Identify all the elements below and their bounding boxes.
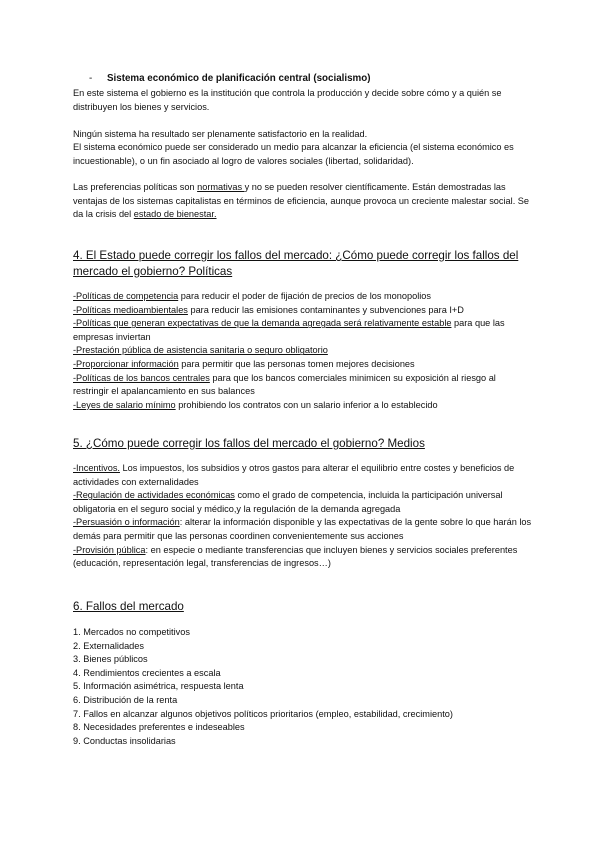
list-item: -Incentivos. Los impuestos, los subsidios y otros gastos para alterar el equilibrio entre costes y beneficios de actividades con externalidades [73,463,515,487]
bullet-dash: - [89,73,93,84]
list-item: -Leyes de salario mínimo prohibiendo los contratos con un salario inferior a lo establecido [73,399,438,410]
socialism-paragraph-2a: Ningún sistema ha resultado ser plenamente satisfactorio en la realidad. [73,129,368,139]
list-item: 1. Mercados no competitivos [73,627,190,637]
list-item: -Políticas que generan expectativas de que la demanda agregada será relativamente estable para que las empresas inviertan [73,318,505,342]
list-item: -Provisión pública: en especie o mediante transferencias que incluyen bienes y servicios sociales preferentes (educación, representación legal, transferencias de ingresos…) [73,544,518,569]
estado-bienestar-link: estado de bienestar. [133,209,217,220]
list-item: -Proporcionar información para permitir que las personas tomen mejores decisiones [73,358,415,369]
list-item: 7. Fallos en alcanzar algunos objetivos políticos prioritarios (empleo, estabilidad, crecimiento) [73,708,453,719]
list-item: -Políticas de competencia para reducir el poder de fijación de precios de los monopolios [73,291,432,301]
p3-text-a: Las preferencias políticas son [73,182,198,192]
list-item: -Persuasión o información: alterar la información disponible y las expectativas de la gente sobre lo que harán los demás para permitir que las personas coordinen convenientemente sus acciones [73,517,532,541]
list-item: -Prestación pública de asistencia sanitaria o seguro obligatorio [73,345,328,356]
section-5-list [73,462,533,571]
list-item: -Políticas de los bancos centrales para que los bancos comerciales minimicen su exposición al riesgo al restringir el apalancamiento en sus balances [73,372,496,397]
list-item: 8. Necesidades preferentes e indeseables [73,722,245,733]
list-item: 3. Bienes públicos [73,654,148,665]
list-item: 5. Información asimétrica, respuesta lenta [73,681,244,692]
list-item: 2. Externalidades [73,640,144,651]
list-item: 9. Conductas insolidarias [73,735,176,746]
section-4-heading: 4. El Estado puede corregir los fallos del mercado: ¿Cómo puede corregir los fallos del mercado el gobierno? Políticas [73,249,519,278]
list-item: 4. Rendimientos crecientes a escala [73,667,221,678]
normativas-link: normativas [197,182,245,192]
socialism-title: Sistema económico de planificación central (socialismo) [107,73,371,84]
list-item: 6. Distribución de la renta [73,694,178,705]
p3-text-b: y no se pueden resolver científicamente. Están demostradas las ventajas de los sistemas capitalistas en términos de eficiencia, aunque provoca un creciente malestar social. Se da la crisis del [73,182,530,220]
section-6-list [73,626,533,748]
section-5-heading: 5. ¿Cómo puede corregir los fallos del mercado el gobierno? Medios [73,437,425,450]
socialism-paragraph-3 [73,181,533,222]
list-item: -Regulación de actividades económicas como el grado de competencia, incluida la participación universal obligatoria en el seguro social y médico,y la regulación de la demanda agregada [73,490,503,514]
section-4-list [73,290,533,412]
socialism-title-line [73,72,533,86]
section-6-heading: 6. Fallos del mercado [73,600,184,613]
list-item: -Políticas medioambientales para reducir las emisiones contaminantes y subvenciones para I+D [73,304,464,315]
socialism-paragraph-1: En este sistema el gobierno es la institución que controla la producción y decide sobre cómo y a quién se distribuyen los bienes y servicios. [73,88,502,112]
socialism-paragraph-2b: El sistema económico puede ser considerado un medio para alcanzar la eficiencia (el sistema económico es incuestionable), o un fin asociado al logro de valores sociales (libertad, solidaridad). [73,142,514,166]
